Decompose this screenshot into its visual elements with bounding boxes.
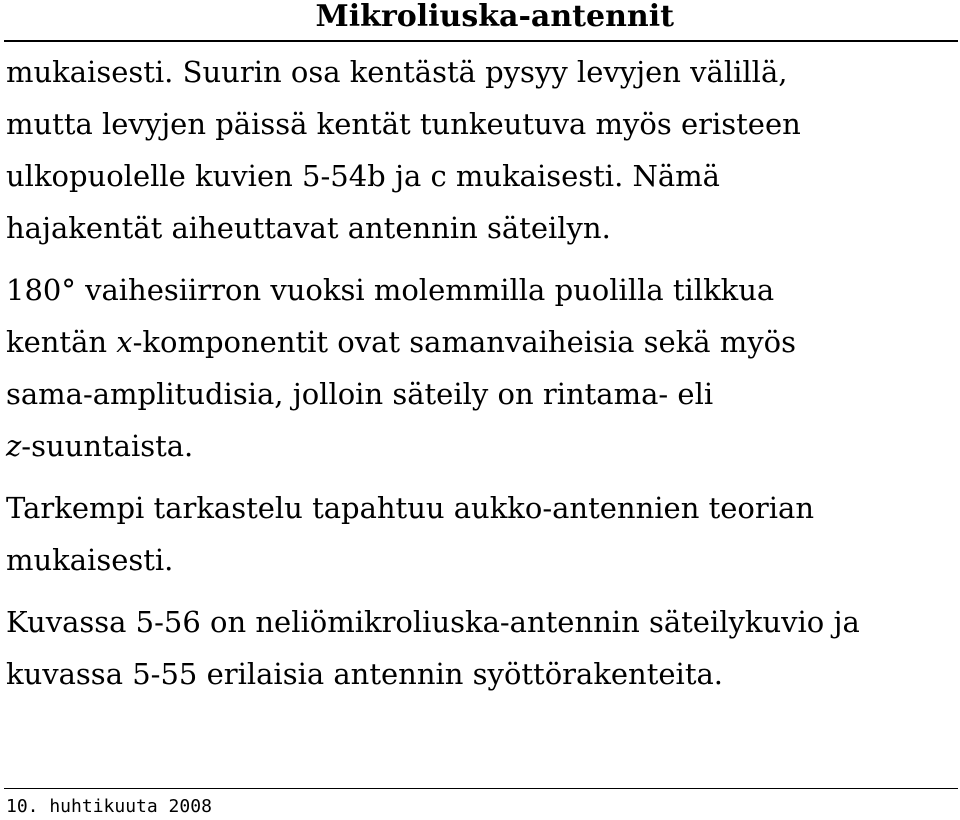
text-line: mukaisesti. [6, 543, 174, 577]
math-variable-x: x [116, 325, 133, 359]
text-fragment: -komponentit ovat samanvaiheisia sekä myös [132, 325, 797, 359]
header-rule [4, 40, 958, 42]
text-line: ulkopuolelle kuvien 5-54b ja c mukaisesti. Nämä [6, 159, 720, 193]
text-line: mukaisesti. Suurin osa kentästä pysyy levyjen välillä, [6, 55, 788, 89]
math-variable-z: z [6, 429, 22, 463]
text-line: 180° vaihesiirron vuoksi molemmilla puolilla tilkkua [6, 273, 775, 307]
text-line: mutta levyjen päissä kentät tunkeutuva myös eristeen [6, 107, 801, 141]
page-title: Mikroliuska-antennit [315, 0, 674, 34]
text-line: kuvassa 5-55 erilaisia antennin syöttörakenteita. [6, 657, 723, 691]
text-line [6, 420, 956, 472]
text-line: hajakentät aiheuttavat antennin säteilyn. [6, 211, 611, 245]
page-body [6, 46, 956, 700]
footer-rule [4, 788, 958, 789]
text-line [6, 316, 956, 368]
text-fragment: kentän [6, 325, 117, 359]
paragraph-phase-shift [6, 264, 956, 472]
paragraph-figure-references [6, 596, 956, 700]
paragraph-field-leakage [6, 46, 956, 254]
paragraph-aperture-theory [6, 482, 956, 586]
footer-date: 10. huhtikuuta 2008 [6, 796, 212, 817]
page-header [0, 0, 960, 44]
text-fragment: -suuntaista. [21, 429, 194, 463]
text-line: Kuvassa 5-56 on neliömikroliuska-antennin säteilykuvio ja [6, 605, 860, 639]
text-line: sama-amplitudisia, jolloin säteily on rintama- eli [6, 377, 714, 411]
text-line: Tarkempi tarkastelu tapahtuu aukko-antennien teorian [6, 491, 814, 525]
